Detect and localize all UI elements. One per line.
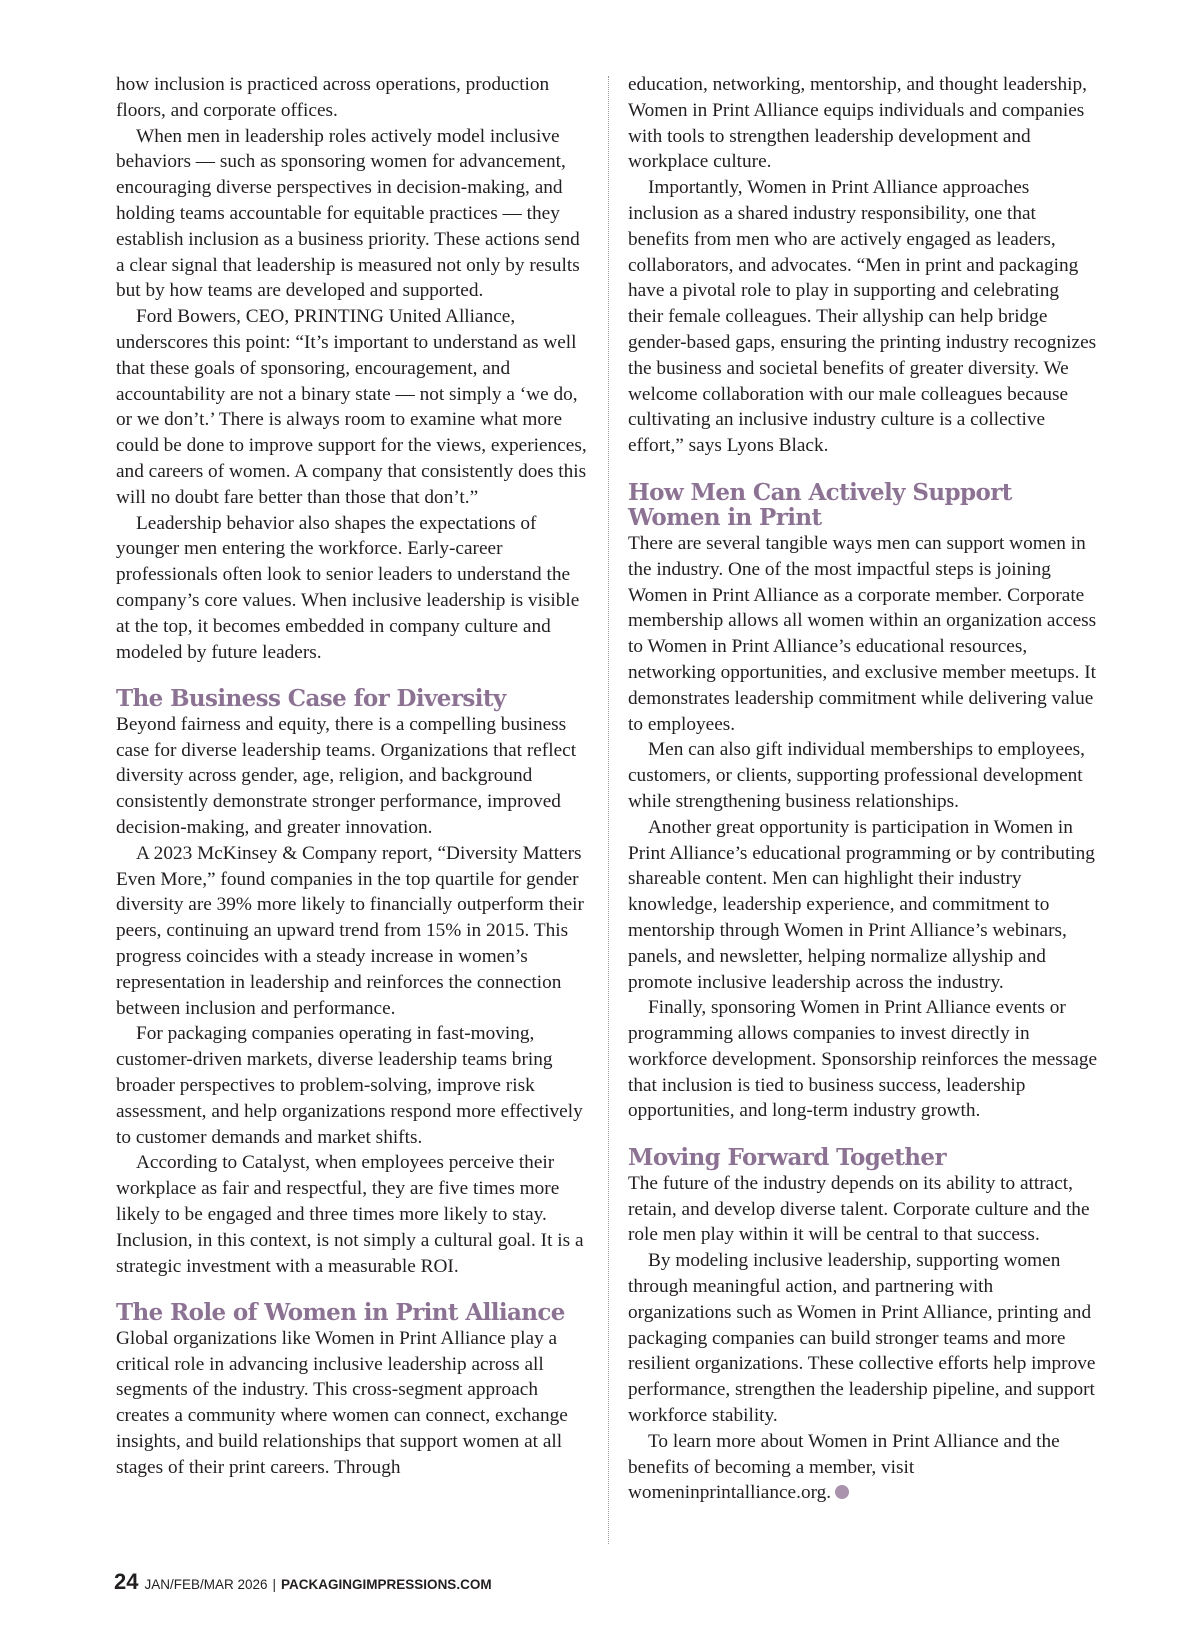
page-number: 24: [114, 1569, 139, 1594]
page-footer: [114, 1569, 492, 1595]
paragraph-closing: [628, 1429, 1098, 1506]
footer-separator: |: [272, 1577, 277, 1592]
section-heading-business-case: The Business Case for Diversity: [116, 685, 506, 713]
paragraph: According to Catalyst, when employees perceive their workplace as fair and respectful, they are five times more likely to be engaged and three times more likely to stay. Inclusion, in this context, is not simply a cultural goal. It is a strategic investment with a measurable ROI.: [116, 1152, 584, 1277]
section-heading-role: The Role of Women in Print Alliance: [116, 1299, 565, 1327]
paragraph: Men can also gift individual memberships to employees, customers, or clients, supporting professional development while strengthening business relationships.: [628, 739, 1085, 812]
website-link[interactable]: PACKAGINGIMPRESSIONS.COM: [281, 1577, 492, 1592]
paragraph-quote-lyons-black: Importantly, Women in Print Alliance approaches inclusion as a shared industry responsibility, one that benefits from men who are actively engaged as leaders, collaborators, and advocates. “Men in print and packaging have a pivotal role to play in supporting and celebrating their female colleagues. Their allyship can help bridge gender-based gaps, ensuring the printing industry recognizes the business and societal benefits of greater diversity. We welcome collaboration with our male colleagues because cultivating an inclusive industry culture is a collective effort,” says Lyons Black.: [628, 177, 1097, 457]
section-gap: [628, 1124, 1098, 1145]
paragraph: Beyond fairness and equity, there is a compelling business case for diverse leadership teams. Organizations that reflect diversity across gender, age, religion, and background consistently demonstrate stronger performance, improved decision-making, and greater innovation.: [116, 713, 577, 839]
paragraph: By modeling inclusive leadership, supporting women through meaningful action, and partnering with organizations such as Women in Print Alliance, printing and packaging companies can build stronger teams and more resilient organizations. These collective efforts help improve performance, strengthen the leadership pipeline, and support workforce stability.: [628, 1250, 1096, 1426]
closing-text: To learn more about Women in Print Alliance and the benefits of becoming a member, visit womeninprintalliance.org.: [628, 1430, 1060, 1504]
left-column: [116, 72, 591, 1481]
paragraph: For packaging companies operating in fast-moving, customer-driven markets, diverse leadership teams bring broader perspectives to problem-solving, improve risk assessment, and help organizations respond more effectively to customer demands and market shifts.: [116, 1023, 583, 1148]
paragraph-quote-bowers: Ford Bowers, CEO, PRINTING United Alliance, underscores this point: “It’s important to understand as well that these goals of sponsoring, encouragement, and accountability are not a binary state — not simply a ‘we do, or we don’t.’ There is always room to examine what more could be done to improve support for the views, experiences, and careers of women. A company that consistently does this will no doubt fare better than those that don’t.”: [116, 306, 587, 508]
end-mark-icon: [835, 1485, 849, 1499]
right-column: [628, 72, 1098, 1506]
section-gap: [116, 1279, 591, 1300]
paragraph: Leadership behavior also shapes the expectations of younger men entering the workforce. Early-career professionals often look to senior leaders to understand the company’s core values. When inclusive leadership is visible at the top, it becomes embedded in company culture and modeled by future leaders.: [116, 512, 580, 663]
paragraph: Another great opportunity is participation in Women in Print Alliance’s educational programming or by contributing shareable content. Men can highlight their industry knowledge, leadership experience, and commitment to mentorship through Women in Print Alliance’s webinars, panels, and newsletter, helping normalize allyship and promote inclusive leadership across the industry.: [628, 816, 1095, 993]
issue-date: JAN/FEB/MAR 2026: [144, 1577, 268, 1592]
paragraph: Finally, sponsoring Women in Print Alliance events or programming allows companies to invest directly in workforce development. Sponsorship reinforces the message that inclusion is tied to business success, leadership opportunities, and long-term industry growth.: [628, 997, 1098, 1122]
section-gap: [116, 665, 591, 686]
section-gap: [628, 459, 1098, 480]
paragraph: When men in leadership roles actively model inclusive behaviors — such as sponsoring women for advancement, encouraging diverse perspectives in decision-making, and holding teams accountable for equitable practices — they establish inclusion as a business priority. These actions send a clear signal that leadership is measured not only by results but by how teams are developed and supported.: [116, 125, 580, 302]
column-divider: [608, 76, 609, 1544]
section-heading-moving-forward: Moving Forward Together: [628, 1144, 946, 1172]
paragraph: The future of the industry depends on its ability to attract, retain, and develop diverse talent. Corporate culture and the role men play within it will be central to that success.: [628, 1172, 1090, 1246]
paragraph: There are several tangible ways men can support women in the industry. One of the most impactful steps is joining Women in Print Alliance as a corporate member. Corporate membership allows all women within an organization access to Women in Print Alliance’s educational resources, networking opportunities, and exclusive member meetups. It demonstrates leadership commitment while delivering value to employees.: [628, 532, 1097, 735]
paragraph: how inclusion is practiced across operations, production floors, and corporate offices.: [116, 74, 550, 121]
section-heading-support: How Men Can Actively Support Women in Print: [628, 478, 1012, 532]
paragraph: A 2023 McKinsey & Company report, “Diversity Matters Even More,” found companies in the top quartile for gender diversity are 39% more likely to financially outperform their peers, continuing an upward trend from 15% in 2015. This progress coincides with a steady increase in women’s representation in leadership and reinforces the connection between inclusion and performance.: [116, 842, 584, 1019]
paragraph: education, networking, mentorship, and thought leadership, Women in Print Alliance equips individuals and companies with tools to strengthen leadership development and workplace culture.: [628, 74, 1087, 173]
paragraph: Global organizations like Women in Print Alliance play a critical role in advancing inclusive leadership across all segments of the industry. This cross-segment approach creates a community where women can connect, exchange insights, and build relationships that support women at all stages of their print careers. Through: [116, 1327, 568, 1478]
